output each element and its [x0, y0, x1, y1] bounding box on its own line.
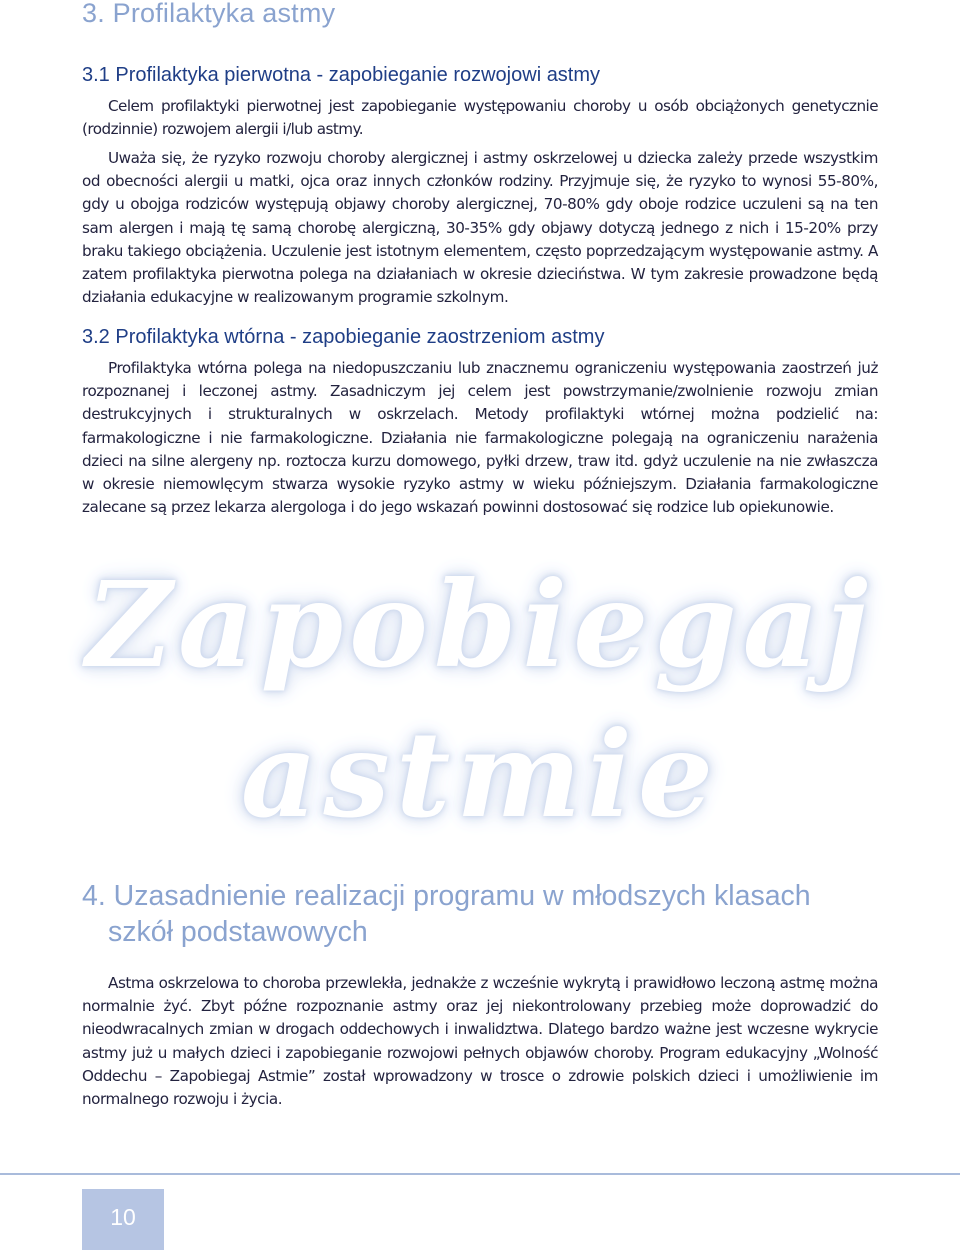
paragraph-3-1-body: Uważa się, że ryzyko rozwoju choroby alergicznej i astmy oskrzelowej u dziecka zależy przede wszystkim od obecności alergii u matki, ojca oraz innych członków rodziny. Przyjmuje się, że ryzyko to wynosi 55-80%, gdy u obojga rodziców występują objawy choroby alergicznej, 70-80% gdy oboje rodzice uczuleni są na ten sam alergen i mają tę samą chorobę alergiczną, 30-35% gdy objawy dotyczą jednego z nich i 15-20% przy braku takiego obciążenia. Uczulenie jest istotnym elementem, często poprzedzającym występowanie astmy. A zatem profilaktyka pierwotna polega na działaniach w okresie dzieciństwa. W tym zakresie prowadzone będą działania edukacyjne w realizowanym programie szkolnym. [82, 149, 878, 307]
page-number-box [82, 1189, 164, 1250]
paragraph-4-body: Astma oskrzelowa to choroba przewlekła, jednakże z wcześnie wykrytą i prawidłowo leczoną astmę można normalnie żyć. Zbyt późne rozpoznanie astmy oraz jej niekontrolowany przebieg może doprowadzić do nieodwracalnych zmian w drogach oddechowych i inwalidztwa. Dlatego bardzo ważne jest wczesne wykrycie astmy już u małych dzieci i zapobieganie rozwojowi pełnych objawów choroby. Program edukacyjny „Wolność Oddechu – Zapobiegaj Astmie” został wprowadzony w trosce o zdrowie polskich dzieci i umożliwienie im normalnego rozwoju i życia. [82, 974, 878, 1109]
paragraph-3-1-intro: Celem profilaktyki pierwotnej jest zapobieganie występowaniu choroby u osób obciążonych genetycznie (rodzinnie) rozwojem alergii i/lub astmy. [82, 97, 878, 139]
subsection-3-1-title: 3.1 Profilaktyka pierwotna - zapobieganie rozwojowi astmy [82, 64, 601, 86]
section-4-title-line-2: szkół podstawowych [108, 916, 368, 948]
footer-divider [0, 1173, 960, 1175]
watermark-line-2: astmie [240, 705, 720, 844]
section-4-title-line-1: 4. Uzasadnienie realizacji programu w młodszych klasach [82, 880, 811, 912]
subsection-3-2-title: 3.2 Profilaktyka wtórna - zapobieganie zaostrzeniom astmy [82, 326, 605, 348]
page-number: 10 [110, 1204, 136, 1230]
section-3-title: 3. Profilaktyka astmy [82, 0, 336, 28]
section-4-title [82, 878, 842, 950]
paragraph-3-2-body: Profilaktyka wtórna polega na niedopuszczaniu lub znacznemu ograniczeniu występowania zaostrzeń już rozpoznanej i leczonej astmy. Zasadniczym jej celem jest powstrzymanie/zwolnienie rozwoju zmian destrukcyjnych i strukturalnych w oskrzelach. Metody profilaktyki wtórnej można podzielić na: farmakologiczne i nie farmakologiczne. Działania nie farmakologiczne polegają na ograniczeniu narażenia dzieci na silne alergeny np. roztocza kurzu domowego, pyłki drzew, traw itd. gdyż uczulenie na nie zwłaszcza w okresie niemowlęcym stwarza wysokie ryzyko astmy w wieku późniejszym. Działania farmakologiczne zalecane są przez lekarza alergologa i do jego wskazań powinni dostosować się rodzice lub opiekunowie. [82, 359, 878, 517]
watermark-line-1: Zapobiegaj [86, 555, 874, 694]
